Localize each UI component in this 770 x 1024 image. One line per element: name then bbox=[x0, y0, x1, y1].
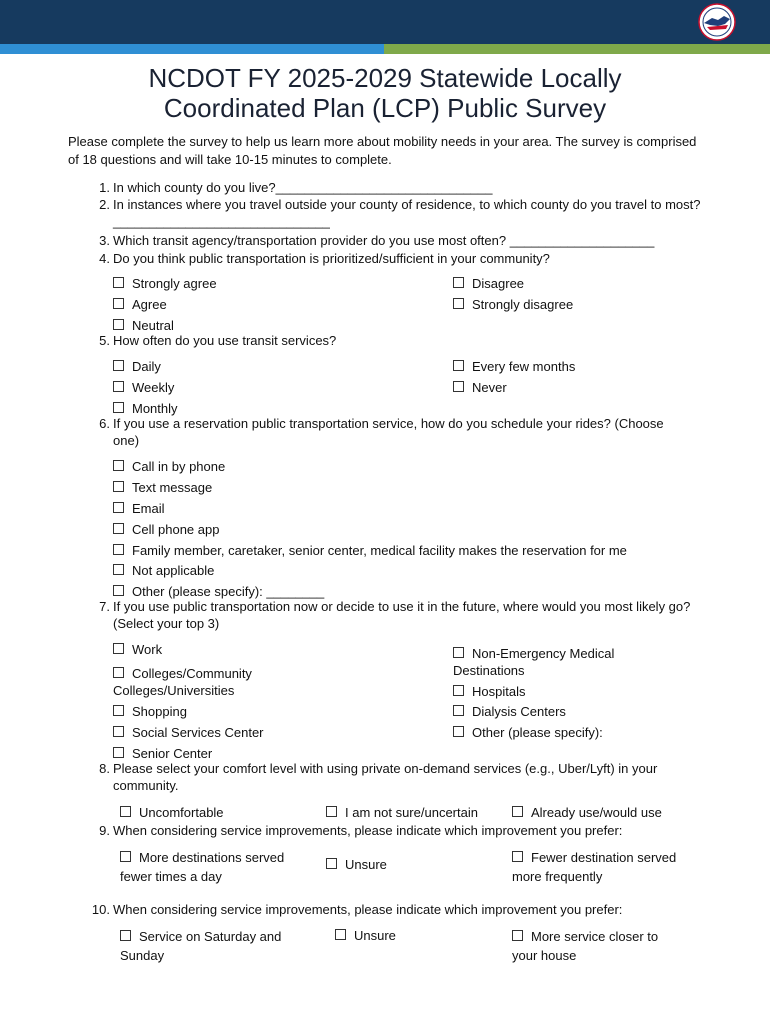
question-number: 2. bbox=[99, 197, 110, 212]
question-number: 5. bbox=[99, 333, 110, 348]
checkbox-icon[interactable] bbox=[120, 851, 131, 862]
option-hospitals[interactable]: Hospitals bbox=[453, 683, 525, 700]
question-number: 6. bbox=[99, 416, 110, 431]
checkbox-icon[interactable] bbox=[113, 705, 124, 716]
checkbox-icon[interactable] bbox=[453, 685, 464, 696]
checkbox-icon[interactable] bbox=[512, 851, 523, 862]
checkbox-icon[interactable] bbox=[113, 298, 124, 309]
checkbox-icon[interactable] bbox=[453, 360, 464, 371]
option-daily[interactable]: Daily bbox=[113, 358, 161, 375]
option-uncomfortable[interactable]: Uncomfortable bbox=[120, 804, 224, 821]
option-unsure-q10[interactable]: Unsure bbox=[335, 927, 396, 944]
option-strongly-disagree[interactable]: Strongly disagree bbox=[453, 296, 573, 313]
option-work[interactable]: Work bbox=[113, 641, 162, 658]
option-weekly[interactable]: Weekly bbox=[113, 379, 174, 396]
checkbox-icon[interactable] bbox=[113, 585, 124, 596]
checkbox-icon[interactable] bbox=[326, 806, 337, 817]
option-family-member[interactable]: Family member, caretaker, senior center, medical facility makes the reservation for me bbox=[113, 542, 627, 559]
question-text: How often do you use transit services? bbox=[113, 333, 337, 348]
checkbox-icon[interactable] bbox=[453, 705, 464, 716]
option-dialysis-centers[interactable]: Dialysis Centers bbox=[453, 703, 566, 720]
page-title-line1: NCDOT FY 2025-2029 Statewide Locally bbox=[148, 63, 622, 93]
option-service-closer[interactable]: More service closer to your house bbox=[512, 929, 659, 963]
option-text-message[interactable]: Text message bbox=[113, 479, 212, 496]
question-text: When considering service improvements, please indicate which improvement you prefer: bbox=[113, 902, 623, 917]
option-other-specify[interactable]: Other (please specify): ________ bbox=[113, 583, 324, 600]
page-title-line2: Coordinated Plan (LCP) Public Survey bbox=[163, 93, 607, 123]
option-disagree[interactable]: Disagree bbox=[453, 275, 524, 292]
option-social-services-center[interactable]: Social Services Center bbox=[113, 724, 264, 741]
checkbox-icon[interactable] bbox=[512, 930, 523, 941]
option-senior-center[interactable]: Senior Center bbox=[113, 745, 212, 762]
option-neutral[interactable]: Neutral bbox=[113, 317, 174, 334]
option-shopping[interactable]: Shopping bbox=[113, 703, 187, 720]
question-text: When considering service improvements, please indicate which improvement you prefer: bbox=[113, 823, 623, 838]
option-every-few-months[interactable]: Every few months bbox=[453, 358, 575, 375]
header-bar bbox=[0, 0, 770, 44]
option-agree[interactable]: Agree bbox=[113, 296, 167, 313]
question-text: If you use public transportation now or decide to use it in the future, where would you most likely go? (Select your top 3) bbox=[113, 599, 691, 631]
checkbox-icon[interactable] bbox=[113, 643, 124, 654]
checkbox-icon[interactable] bbox=[120, 930, 131, 941]
option-call-in-by-phone[interactable]: Call in by phone bbox=[113, 458, 225, 475]
checkbox-icon[interactable] bbox=[453, 381, 464, 392]
option-cell-phone-app[interactable]: Cell phone app bbox=[113, 521, 219, 538]
checkbox-icon[interactable] bbox=[113, 481, 124, 492]
question-number: 1. bbox=[99, 180, 110, 195]
checkbox-icon[interactable] bbox=[113, 319, 124, 330]
checkbox-icon[interactable] bbox=[113, 564, 124, 575]
question-number: 10. bbox=[91, 902, 110, 917]
checkbox-icon[interactable] bbox=[335, 929, 346, 940]
checkbox-icon[interactable] bbox=[113, 460, 124, 471]
option-monthly[interactable]: Monthly bbox=[113, 400, 178, 417]
question-text: In instances where you travel outside your county of residence, to which county do you travel to most? ______________________________ bbox=[113, 197, 701, 229]
ncdot-logo-icon bbox=[698, 3, 736, 41]
question-text: Do you think public transportation is prioritized/sufficient in your community? bbox=[113, 251, 550, 266]
option-saturday-sunday[interactable]: Service on Saturday and Sunday bbox=[120, 929, 282, 963]
checkbox-icon[interactable] bbox=[512, 806, 523, 817]
checkbox-icon[interactable] bbox=[113, 544, 124, 555]
intro-text: Please complete the survey to help us learn more about mobility needs in your area. The survey is comprised of 18 questions and will take 10-15 minutes to complete. bbox=[68, 134, 697, 167]
option-email[interactable]: Email bbox=[113, 500, 165, 517]
checkbox-icon[interactable] bbox=[453, 298, 464, 309]
checkbox-icon[interactable] bbox=[113, 726, 124, 737]
question-number: 4. bbox=[99, 251, 110, 266]
question-text: If you use a reservation public transportation service, how do you schedule your rides? (Choose one) bbox=[113, 416, 664, 448]
checkbox-icon[interactable] bbox=[113, 381, 124, 392]
checkbox-icon[interactable] bbox=[113, 667, 124, 678]
checkbox-icon[interactable] bbox=[453, 726, 464, 737]
header-stripe-blue bbox=[0, 44, 384, 54]
option-fewer-destinations[interactable]: Fewer destination served more frequently bbox=[512, 850, 677, 884]
option-never[interactable]: Never bbox=[453, 379, 507, 396]
option-other-specify-q7[interactable]: Other (please specify): bbox=[453, 724, 603, 741]
option-strongly-agree[interactable]: Strongly agree bbox=[113, 275, 217, 292]
checkbox-icon[interactable] bbox=[120, 806, 131, 817]
option-not-applicable[interactable]: Not applicable bbox=[113, 562, 214, 579]
question-text: Which transit agency/transportation provider do you use most often? ____________________ bbox=[113, 233, 655, 248]
checkbox-icon[interactable] bbox=[113, 360, 124, 371]
checkbox-icon[interactable] bbox=[113, 747, 124, 758]
option-more-destinations[interactable]: More destinations served fewer times a day bbox=[120, 850, 285, 884]
option-unsure-q9[interactable]: Unsure bbox=[326, 856, 387, 873]
header-stripe-green bbox=[384, 44, 770, 54]
checkbox-icon[interactable] bbox=[453, 647, 464, 658]
checkbox-icon[interactable] bbox=[113, 402, 124, 413]
option-not-sure[interactable]: I am not sure/uncertain bbox=[326, 804, 478, 821]
question-text: Please select your comfort level with using private on-demand services (e.g., Uber/Lyft) in your community. bbox=[113, 761, 658, 793]
checkbox-icon[interactable] bbox=[113, 502, 124, 513]
checkbox-icon[interactable] bbox=[326, 858, 337, 869]
option-already-use[interactable]: Already use/would use bbox=[512, 804, 662, 821]
checkbox-icon[interactable] bbox=[453, 277, 464, 288]
checkbox-icon[interactable] bbox=[113, 523, 124, 534]
checkbox-icon[interactable] bbox=[113, 277, 124, 288]
question-number: 7. bbox=[99, 599, 110, 614]
option-colleges[interactable]: Colleges/Community Colleges/Universities bbox=[113, 666, 252, 698]
question-number: 9. bbox=[99, 823, 110, 838]
question-number: 8. bbox=[99, 761, 110, 776]
question-number: 3. bbox=[99, 233, 110, 248]
question-text: In which county do you live?______________________________ bbox=[113, 180, 493, 195]
option-non-emergency-medical[interactable]: Non-Emergency Medical Destinations bbox=[453, 646, 615, 678]
